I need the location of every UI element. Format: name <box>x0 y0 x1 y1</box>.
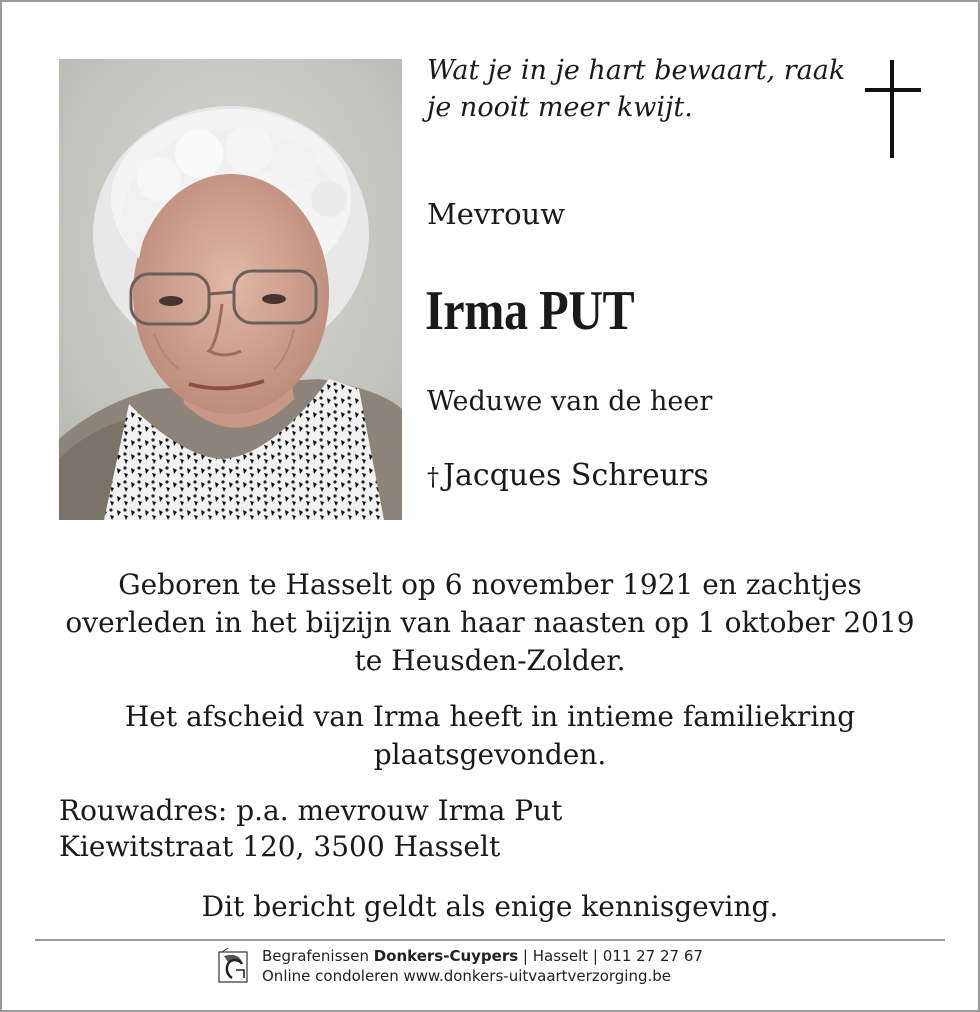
husband-name <box>427 455 709 498</box>
cross-icon <box>862 60 924 158</box>
born-line-2: overleden in het bijzijn van haar naasten op 1 oktober 2019 <box>65 606 915 639</box>
funeral-home-logo-icon <box>218 948 250 984</box>
footer-sep-2: | <box>588 947 603 965</box>
footer-divider <box>35 939 945 941</box>
footer-sep-1: | <box>518 947 533 965</box>
farewell-line-2: plaatsgevonden. <box>373 738 607 771</box>
quote-line-2: je nooit meer kwijt. <box>427 92 693 123</box>
birth-death-text <box>40 566 940 680</box>
born-line-1: Geboren te Hasselt op 6 november 1921 en zachtjes <box>118 568 862 601</box>
memorial-quote <box>427 52 847 126</box>
deceased-name: Irma PUT <box>425 280 635 342</box>
born-line-3: te Heusden-Zolder. <box>354 644 626 677</box>
widow-of-text: Weduwe van de heer <box>427 386 713 417</box>
address-line-2: Kiewitstraat 120, 3500 Hasselt <box>59 830 501 863</box>
husband-name-text: Jacques Schreurs <box>443 458 709 493</box>
footer-condolences: Online condoleren www.donkers-uitvaartverzorging.be <box>262 967 672 985</box>
footer-phone: 011 27 27 67 <box>602 947 703 965</box>
dagger-icon: † <box>427 463 439 491</box>
mourning-address <box>59 793 562 865</box>
footer-line-1 <box>262 946 703 966</box>
address-line-1: Rouwadres: p.a. mevrouw Irma Put <box>59 794 563 827</box>
farewell-text <box>40 698 940 774</box>
farewell-line-1: Het afscheid van Irma heeft in intieme familiekring <box>124 700 856 733</box>
footer-city: Hasselt <box>532 947 589 965</box>
footer-company: Donkers-Cuypers <box>373 947 519 965</box>
portrait-photo <box>59 59 402 520</box>
footer-prefix: Begrafenissen <box>262 947 374 965</box>
salutation: Mevrouw <box>427 197 566 231</box>
quote-line-1: Wat je in je hart bewaart, raak <box>427 55 846 86</box>
notice-text: Dit bericht geldt als enige kennisgeving. <box>201 890 779 923</box>
